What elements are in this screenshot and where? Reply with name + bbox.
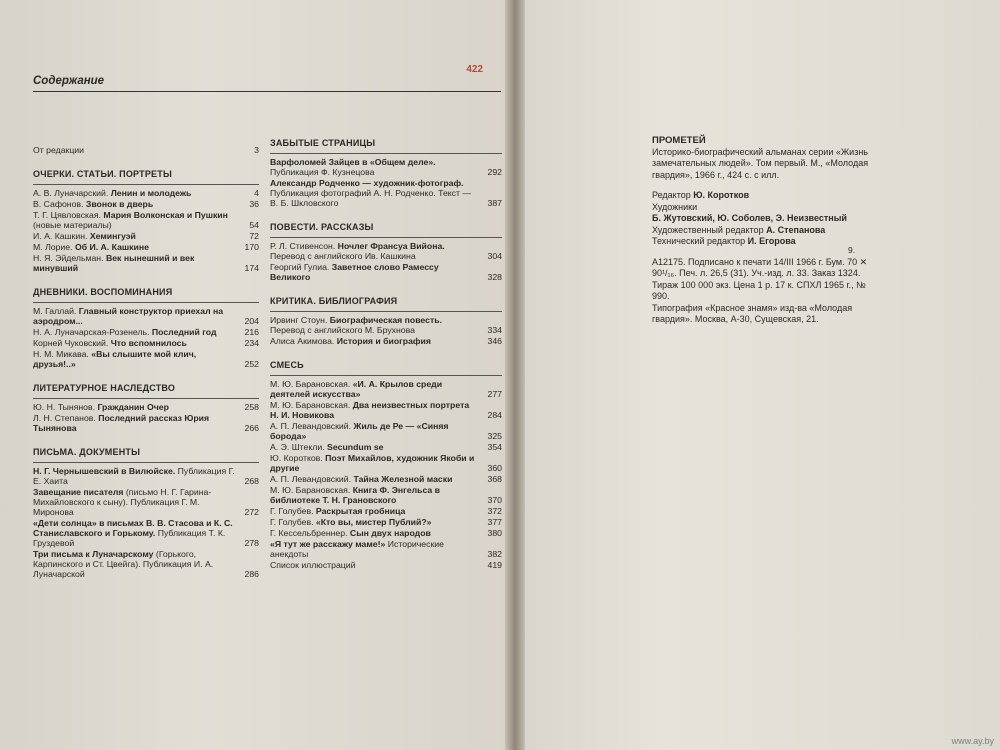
entry-title: Раскрытая гробница [315, 506, 406, 516]
toc-entry [33, 518, 259, 548]
entry-title: Главный конструктор приехал на аэродром... [33, 306, 224, 326]
toc-entry [270, 262, 502, 282]
entry-title: Два неизвестных портрета Н. И. Новикова [270, 400, 470, 420]
entry-credit: (Горького, Карпинского и Ст. Цвейга). Публикация И. А. Луначарской [33, 549, 214, 579]
toc-entry [270, 539, 502, 559]
entry-page-number: 170 [244, 242, 259, 252]
entry-page-number: 354 [487, 442, 502, 452]
entry-title: Secundum se [327, 442, 384, 452]
entry-title: «Я тут же расскажу маме!» [270, 539, 386, 549]
entry-title: Н. Г. Чернышевский в Вилюйске. [33, 466, 176, 476]
entry-page-number: 387 [487, 198, 502, 208]
imprint-art-editor: Художественный редактор А. Степанова [652, 224, 826, 235]
entry-page-number: 174 [244, 263, 259, 273]
toc-entry [33, 327, 259, 337]
section-heading: СМЕСЬ [270, 360, 304, 370]
entry-author: Р. Л. Стивенсон. [270, 241, 336, 251]
toc-column-right [270, 138, 502, 571]
entry-title: Заветное слово Рамессу Великого [270, 262, 439, 282]
entry-page-number: 304 [487, 251, 502, 261]
toc-entry [270, 474, 502, 484]
entry-author: М. Ю. Барановская. [270, 485, 351, 495]
entry-page-number: 372 [487, 506, 502, 516]
entry-credit: Публикация Ф. Кузнецова [270, 167, 375, 177]
section-heading: КРИТИКА. БИБЛИОГРАФИЯ [270, 296, 398, 306]
section-heading: ЗАБЫТЫЕ СТРАНИЦЫ [270, 138, 376, 148]
entry-page-number: 370 [487, 495, 502, 505]
entry-credit: Перевод с английского Ив. Кашкина [270, 251, 416, 261]
entry-title: «Вы слышите мой клич, друзья!..» [33, 349, 197, 369]
entry-title: Звонок в дверь [85, 199, 154, 209]
toc-entry [33, 306, 259, 326]
entry-credit: (письмо Н. Г. Гарина-Михайловского к сыну). Публикация Г. М. Миронова [33, 487, 212, 517]
toc-entry [270, 315, 502, 335]
entry-author: М. Ю. Барановская. [270, 400, 351, 410]
entry-author: Ю. Н. Тынянов. [33, 402, 96, 412]
entry-author: Т. Г. Цявловская. [33, 210, 101, 220]
entry-author: Ю. Коротков. [270, 453, 323, 463]
entry-page-number: 334 [487, 325, 502, 335]
entry-page-number: 258 [244, 402, 259, 412]
entry-author: А. Э. Штекли. [270, 442, 325, 452]
entry-page-number: 216 [244, 327, 259, 337]
entry-author: Н. Я. Эйдельман. [33, 253, 104, 263]
toc-entry [33, 253, 259, 273]
entry-page-number: 204 [244, 316, 259, 326]
watermark: www.ay.by [951, 736, 994, 746]
entry-title: Александр Родченко — художник-фотограф. [270, 178, 464, 188]
entry-title: «Кто вы, мистер Публий?» [315, 517, 432, 527]
header-rule [33, 91, 501, 92]
entry-title: Гражданин Очер [97, 402, 169, 412]
entry-title: Три письма к Луначарскому [33, 549, 154, 559]
right-page [520, 0, 1000, 750]
entry-title: Поэт Михайлов, художник Якоби и другие [270, 453, 475, 473]
section-heading: ПОВЕСТИ. РАССКАЗЫ [270, 222, 374, 232]
page-title: Содержание [33, 75, 105, 87]
section-rule [33, 302, 259, 303]
entry-title: Что вспомнилось [110, 338, 187, 348]
toc-entry [270, 528, 502, 538]
section-rule [270, 153, 502, 154]
entry-credit: Публикация Г. Е. Хаита [33, 466, 235, 486]
imprint-print-info: А12175. Подписано к печати 14/III 1966 г. Бум. 70 ✕ 90¹/₁₆. Печ. л. 26,5 (31). Уч.-изд. л. 33. Заказ 1324. Тираж 100 000 экз. Цена 1 р. 17 к. СПХЛ 1965 г., № 990. [652, 256, 868, 301]
entry-title: Завещание писателя [33, 487, 124, 497]
toc-entry [270, 506, 502, 516]
section-rule [270, 237, 502, 238]
entry-author: Н. М. Микава. [33, 349, 89, 359]
toc-column-left [33, 145, 259, 580]
entry-title: «И. А. Крылов среди деятелей искусства» [270, 379, 443, 399]
entry-title: Сын двух народов [349, 528, 431, 538]
entry-title: «Дети солнца» в письмах В. В. Стасова и К. С. Станиславского и Горькому. [33, 518, 233, 538]
entry-page-number: 380 [487, 528, 502, 538]
imprint-description: Историко-биографический альманах серии «Жизнь замечательных людей». Том первый. М., «Молодая гвардия», 1966 г., 424 с. с илл. [652, 146, 869, 180]
entry-author: Список иллюстраций [270, 560, 356, 570]
entry-title: Биографическая повесть. [329, 315, 442, 325]
entry-page-number: 377 [487, 517, 502, 527]
entry-title: Книга Ф. Энгельса в библиотеке Т. Н. Грановского [270, 485, 440, 505]
toc-entry [33, 413, 259, 433]
page-header [33, 64, 501, 87]
entry-credit: Исторические анекдоты [270, 539, 444, 559]
toc-entry [33, 466, 259, 486]
entry-page-number: 268 [244, 476, 259, 486]
entry-page-number: 252 [244, 359, 259, 369]
toc-entry [33, 242, 259, 252]
entry-author: Н. А. Луначарская-Розенель. [33, 327, 150, 337]
toc-entry [33, 188, 259, 198]
entry-page-number: 286 [244, 569, 259, 579]
toc-entry [270, 560, 502, 570]
toc-entry [33, 145, 259, 155]
toc-entry [270, 517, 502, 527]
entry-page-number: 54 [249, 220, 259, 230]
signature-mark: 9. [848, 245, 856, 255]
entry-title: Жиль де Ре — «Синяя борода» [270, 421, 449, 441]
entry-author: Л. Н. Степанов. [33, 413, 96, 423]
imprint-typography: Типография «Красное знамя» изд-ва «Молодая гвардия». Москва, А-30, Сущевская, 21. [652, 302, 853, 324]
toc-entry [270, 421, 502, 441]
toc-entry [33, 402, 259, 412]
section-rule [270, 311, 502, 312]
toc-entry [270, 178, 502, 208]
entry-page-number: 277 [487, 389, 502, 399]
entry-page-number: 382 [487, 549, 502, 559]
entry-author: А. В. Луначарский. [33, 188, 109, 198]
entry-author: И. А. Кашкин. [33, 231, 88, 241]
entry-title: Ночлег Франсуа Вийона. [337, 241, 445, 251]
entry-author: А. П. Левандовский. [270, 474, 352, 484]
entry-credit: (новые материалы) [33, 220, 112, 230]
toc-entry [33, 549, 259, 579]
section-heading: ОЧЕРКИ. СТАТЬИ. ПОРТРЕТЫ [33, 169, 172, 179]
entry-title: Хемингуэй [89, 231, 136, 241]
toc-entry [270, 336, 502, 346]
toc-entry [270, 241, 502, 261]
entry-title: Последний рассказ Юрия Тынянова [33, 413, 210, 433]
page-number: 422 [466, 64, 483, 75]
toc-entry [270, 400, 502, 420]
entry-title: Тайна Железной маски [353, 474, 453, 484]
entry-page-number: 346 [487, 336, 502, 346]
entry-page-number: 266 [244, 423, 259, 433]
entry-author: Корней Чуковский. [33, 338, 109, 348]
toc-entry [270, 453, 502, 473]
entry-page-number: 3 [254, 145, 259, 155]
entry-title: Ленин и молодежь [110, 188, 192, 198]
entry-credit: Публикация фотографий А. Н. Родченко. Текст — В. Б. Шкловского [270, 188, 472, 208]
imprint-block [652, 135, 882, 326]
entry-page-number: 72 [249, 231, 259, 241]
imprint-editor: Редактор Ю. Коротков [652, 190, 750, 200]
entry-page-number: 419 [487, 560, 502, 570]
entry-author: М. Ю. Барановская. [270, 379, 351, 389]
imprint-artists: Б. Жутовский, Ю. Соболев, Э. Неизвестный [652, 213, 847, 223]
entry-author: Ирвинг Стоун. [270, 315, 328, 325]
entry-page-number: 36 [249, 199, 259, 209]
entry-credit: Перевод с английского М. Брухнова [270, 325, 415, 335]
section-heading: ПИСЬМА. ДОКУМЕНТЫ [33, 447, 141, 457]
entry-author: А. П. Левандовский. [270, 421, 352, 431]
section-rule [33, 184, 259, 185]
toc-entry [270, 442, 502, 452]
imprint-artists-label: Художники [652, 201, 698, 212]
toc-entry [270, 157, 502, 177]
entry-page-number: 325 [487, 431, 502, 441]
toc-entry [33, 199, 259, 209]
entry-page-number: 4 [254, 188, 259, 198]
entry-page-number: 292 [487, 167, 502, 177]
toc-entry [270, 485, 502, 505]
entry-author: В. Сафонов. [33, 199, 84, 209]
entry-page-number: 328 [487, 272, 502, 282]
section-rule [33, 462, 259, 463]
entry-page-number: 360 [487, 463, 502, 473]
imprint-title: ПРОМЕТЕЙ [652, 135, 706, 146]
entry-page-number: 272 [244, 507, 259, 517]
entry-page-number: 234 [244, 338, 259, 348]
entry-title: Век нынешний и век минувший [33, 253, 195, 273]
entry-author: Алиса Акимова. [270, 336, 335, 346]
entry-author: Георгий Гулиа. [270, 262, 330, 272]
toc-entry [33, 349, 259, 369]
entry-title: Об И. А. Кашкине [74, 242, 149, 252]
section-heading: ЛИТЕРАТУРНОЕ НАСЛЕДСТВО [33, 383, 176, 393]
toc-entry [33, 231, 259, 241]
toc-entry [33, 487, 259, 517]
imprint-tech-editor: Технический редактор И. Егорова [652, 236, 796, 246]
book-gutter [505, 0, 525, 750]
entry-title: Варфоломей Зайцев в «Общем деле». [270, 157, 436, 167]
entry-page-number: 368 [487, 474, 502, 484]
entry-author: Г. Голубев. [270, 517, 314, 527]
section-heading: ДНЕВНИКИ. ВОСПОМИНАНИЯ [33, 287, 173, 297]
entry-page-number: 284 [487, 410, 502, 420]
section-rule [33, 398, 259, 399]
entry-title: История и биография [336, 336, 431, 346]
section-rule [270, 375, 502, 376]
entry-title: Последний год [151, 327, 217, 337]
entry-author: Г. Голубев. [270, 506, 314, 516]
entry-page-number: 278 [244, 538, 259, 548]
toc-entry [270, 379, 502, 399]
entry-author: М. Галлай. [33, 306, 77, 316]
entry-author: М. Лорие. [33, 242, 73, 252]
entry-author: От редакции [33, 145, 85, 155]
toc-entry [33, 338, 259, 348]
toc-entry [33, 210, 259, 230]
entry-author: Г. Кессельбреннер. [270, 528, 348, 538]
entry-title: Мария Волконская и Пушкин [103, 210, 228, 220]
entry-credit: Публикация Т. К. Груздевой [33, 528, 226, 548]
